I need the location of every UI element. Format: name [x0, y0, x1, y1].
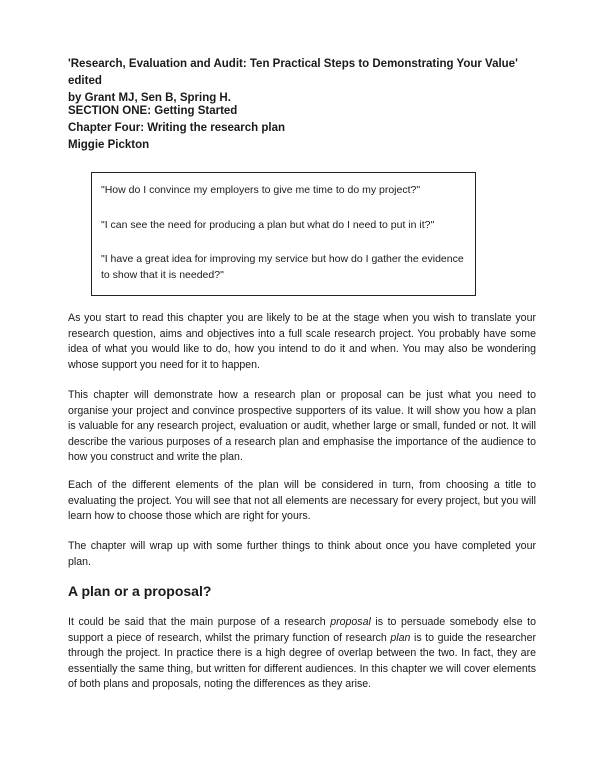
section-title: SECTION ONE: Getting Started [68, 105, 238, 117]
chapter-author: Miggie Pickton [68, 139, 150, 151]
book-citation [68, 56, 538, 107]
paragraph-plan-elements: Each of the different elements of the plan will be considered in turn, from choosing a title to evaluating the project. You will see that not all elements are necessary for every project, but you will learn how to choose those which are right for yours. [68, 479, 536, 523]
paragraph-wrap-up: The chapter will wrap up with some further things to think about once you have completed your plan. [68, 540, 536, 568]
quote-1: "How do I convince my employers to give me time to do my project?" [101, 184, 421, 196]
emphasis-proposal: proposal [330, 616, 371, 628]
paragraph-plan-vs-proposal: It could be said that the main purpose of a research proposal is to persuade somebody else to support a piece of research, whilst the primary function of research plan is to guide the researcher through the project. In practice there is a high degree of overlap between the two. In fact, they are essentially the same thing, but written for different audiences. In this chapter we will cover elements of both plans and proposals, noting the differences as they arise. [68, 616, 536, 691]
chapter-info [68, 103, 538, 154]
paragraph-intro: As you start to read this chapter you are likely to be at the stage when you wish to translate your research question, aims and objectives into a full scale research project. You probably have some idea of what you would like to do, how you intend to do it and when. You may also be wondering whose support you need for it to happen. [68, 312, 536, 371]
citation-line-2: by Grant MJ, Sen B, Spring H. [68, 92, 231, 104]
paragraph-chapter-purpose: This chapter will demonstrate how a research plan or proposal can be just what you need to organise your project and convince prospective supporters of its value. It will show you how a plan is valuable for any research project, evaluation or audit, whether large or small, funded or not. It will describe the various purposes of a research plan and emphasise the importance of the audience to how you construct and write the plan. [68, 389, 536, 464]
chapter-title: Chapter Four: Writing the research plan [68, 122, 286, 134]
quote-2: "I can see the need for producing a plan but what do I need to put in it?" [101, 219, 435, 231]
citation-line-1: 'Research, Evaluation and Audit: Ten Practical Steps to Demonstrating Your Value' edited [68, 58, 518, 87]
quote-box [91, 172, 476, 296]
section-heading: A plan or a proposal? [68, 583, 212, 599]
emphasis-plan: plan [390, 631, 411, 644]
quote-3: "I have a great idea for improving my service but how do I gather the evidence to show that it is needed?" [101, 253, 464, 281]
